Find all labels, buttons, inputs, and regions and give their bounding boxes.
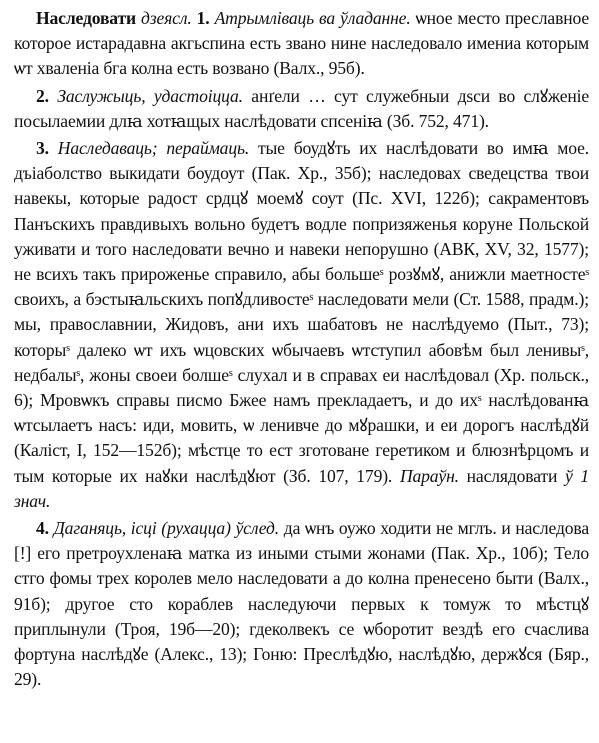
sense-gloss: Даганяць, ісці (рухацца) ўслед. <box>53 518 280 539</box>
sense-citations: ѡное место преславное которое истарадавна акгьспина есть звано нине наследовало имениа которым ѡт хваленіа бга колна есть возвано (Валх., 95б). <box>14 8 590 79</box>
sense-citations: да ѡнъ оужо ходити не мглъ. и наследова [!] его претроухленаꙗ матка из иными стыми жонами (Пак. Хр., 10б); Тело стго фомы трех королев мело наследовати а до колна пренесено быти (Валх., 91б); другое сто кораблев наследуючи первых к томуж то мѣстцꙋ приплынули (Троя, 19б—20); гдеколвекъ се ѡборотит вездѣ его счаслива фортуна наслѣдꙋе (Алекс., 13); Гоню: Преслѣдꙋю, наслѣдꙋю, держꙋся (Бяр., 29). <box>14 518 589 690</box>
compare-label: Параўн. <box>399 465 459 486</box>
part-of-speech: дзеясл. <box>141 8 192 28</box>
sense-number: 1. <box>196 8 210 28</box>
compare-word: наслядовати <box>466 465 558 486</box>
sense-3 <box>14 136 589 514</box>
sense-number: 2. <box>36 85 49 106</box>
sense-1 <box>14 6 589 82</box>
sense-number: 3. <box>36 138 49 159</box>
headword: Наследовати <box>36 8 136 28</box>
sense-gloss: Наследаваць; пераймаць. <box>57 138 250 159</box>
sense-citations: тые боудꙋть их наслѣдовати во имꙗ мое. дъіаболство выкидати боудоут (Пак. Хр., 35б); наследовах сведецства твои навекы, которые радост срдцꙋ моемꙋ соут (Пс. XVI, 122б); сакраментовъ Панъскихъ правдивыхъ вольно будетъ водле попризяженья коруне Польской уживати и того наследовати вечно и навеки непорушно (АВК, XV, 32, 1577); не всихъ такъ прироженье справило, абы большеˢ розꙋмꙋ, анижли маетностеˢ своихъ, а бэстыꙗльскихъ попꙋдливостеˢ наследовати мели (Ст. 1588, прадм.); мы, православнии, Жидовъ, ани ихъ шабатовъ не наслѣдуемо (Пыт., 73); которыˢ далеко ѡт ихъ ѡцовских ѡбычаевъ ѡтступил абовѣм был ленивыˢ, недбалыˢ, жоны своеи болшеˢ слухал и в справах еи наслѣдовал (Хр. польск., 6); Мровѡкъ справы писмо Бжее намъ прекладаетъ, и до ихˢ наслѣдованꙗ ѡтсылаетъ насъ: иди, мовить, ѡ ленивче до мꙋрашки, и еи дорогъ наслѣдꙋй (Каліст, I, 152—152б); мѣстце то ест зготоване геретиком и блюзнѣрцомъ и тым которые их наꙋки наслѣдꙋют (Зб. 107, 179). <box>14 138 590 486</box>
sense-citations: анґели … сут служебныи дѕси во слꙋженіе посылаемии длꙗ хотꙗщых наслѣдовати спсеніꙗ (Зб. 752, 471). <box>14 85 590 131</box>
sense-4 <box>14 516 589 692</box>
sense-2 <box>14 84 589 134</box>
compare-reference: ў 1 знач. <box>14 465 590 511</box>
sense-gloss: Заслужыць, удастоіцца. <box>57 85 243 106</box>
sense-gloss: Атрымліваць ва ўладанне. <box>214 8 411 28</box>
sense-number: 4. <box>36 518 49 539</box>
